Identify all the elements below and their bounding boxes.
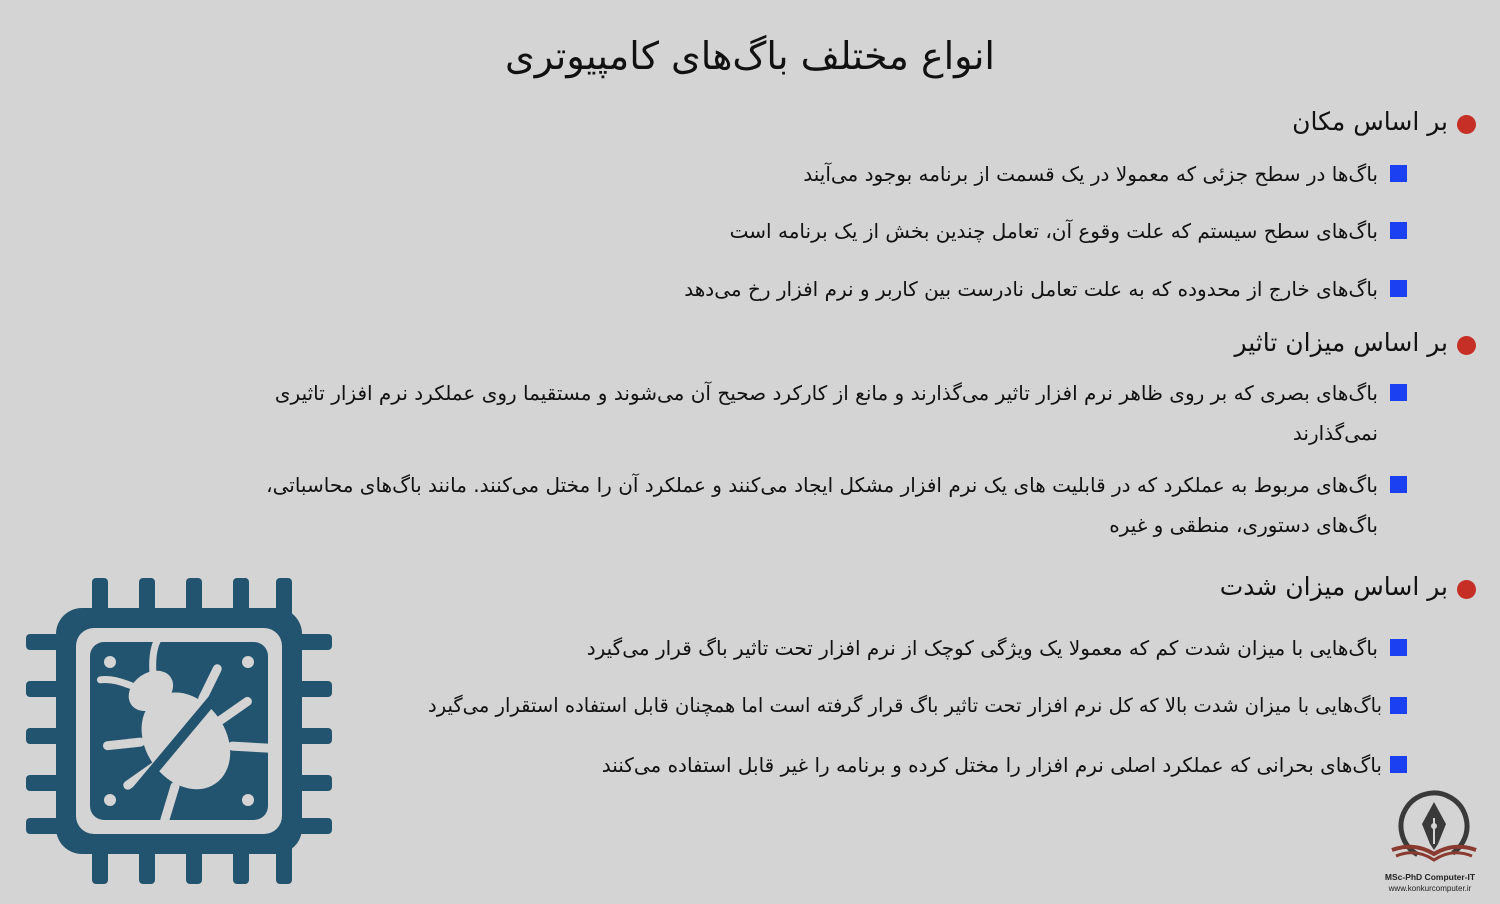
logo-caption: MSc-PhD Computer-IT	[1384, 872, 1476, 882]
section-bullet-icon	[1457, 115, 1476, 134]
section-heading: بر اساس میزان تاثیر	[1234, 328, 1448, 357]
section-bullet-icon	[1457, 580, 1476, 599]
list-item: باگ‌های سطح سیستم که علت وقوع آن، تعامل چندین بخش از یک برنامه است	[729, 219, 1378, 243]
item-bullet-icon	[1390, 165, 1407, 182]
list-item: باگ‌های بحرانی که عملکرد اصلی نرم افزار را مختل کرده و برنامه را غیر قابل استفاده می‌کنند	[601, 753, 1382, 777]
item-bullet-icon	[1390, 384, 1407, 401]
item-bullet-icon	[1390, 756, 1407, 773]
section-heading: بر اساس میزان شدت	[1219, 572, 1448, 601]
list-item: باگ‌های بصری که بر روی ظاهر نرم افزار تاثیر می‌گذارند و مانع از کارکرد صحیح آن می‌شوند و مستقیما روی عملکرد نرم افزار تاثیری نمی‌گذارند	[274, 381, 1378, 445]
list-item: باگ‌های مربوط به عملکرد که در قابلیت های یک نرم افزار مشکل ایجاد می‌کنند و عملکرد آن را مختل می‌کنند. مانند باگ‌های محاسباتی، باگ‌های دستوری، منطقی و غیره	[266, 473, 1378, 537]
item-bullet-icon	[1390, 280, 1407, 297]
list-item: باگ‌ها در سطح جزئی که معمولا در یک قسمت از برنامه بوجود می‌آیند	[803, 162, 1378, 186]
item-bullet-icon	[1390, 639, 1407, 656]
item-bullet-icon	[1390, 697, 1407, 714]
list-item: باگ‌هایی با میزان شدت بالا که کل نرم افزار تحت تاثیر باگ قرار گرفته است اما همچنان قابل استفاده استقرار می‌گیرد	[428, 694, 1382, 717]
logo-url: www.konkurcomputer.ir	[1388, 884, 1472, 893]
list-item: باگ‌های خارج از محدوده که به علت تعامل نادرست بین کاربر و نرم افزار رخ می‌دهد	[684, 277, 1378, 301]
page-title: انواع مختلف باگ‌های کامپیوتری	[505, 34, 995, 78]
section-bullet-icon	[1457, 336, 1476, 355]
item-bullet-icon	[1390, 476, 1407, 493]
section-heading: بر اساس مکان	[1292, 107, 1448, 136]
chip-bug-icon	[26, 578, 332, 884]
item-bullet-icon	[1390, 222, 1407, 239]
list-item: باگ‌هایی با میزان شدت کم که معمولا یک ویژگی کوچک از نرم افزار تحت تاثیر باگ قرار می‌گیرد	[586, 636, 1378, 660]
